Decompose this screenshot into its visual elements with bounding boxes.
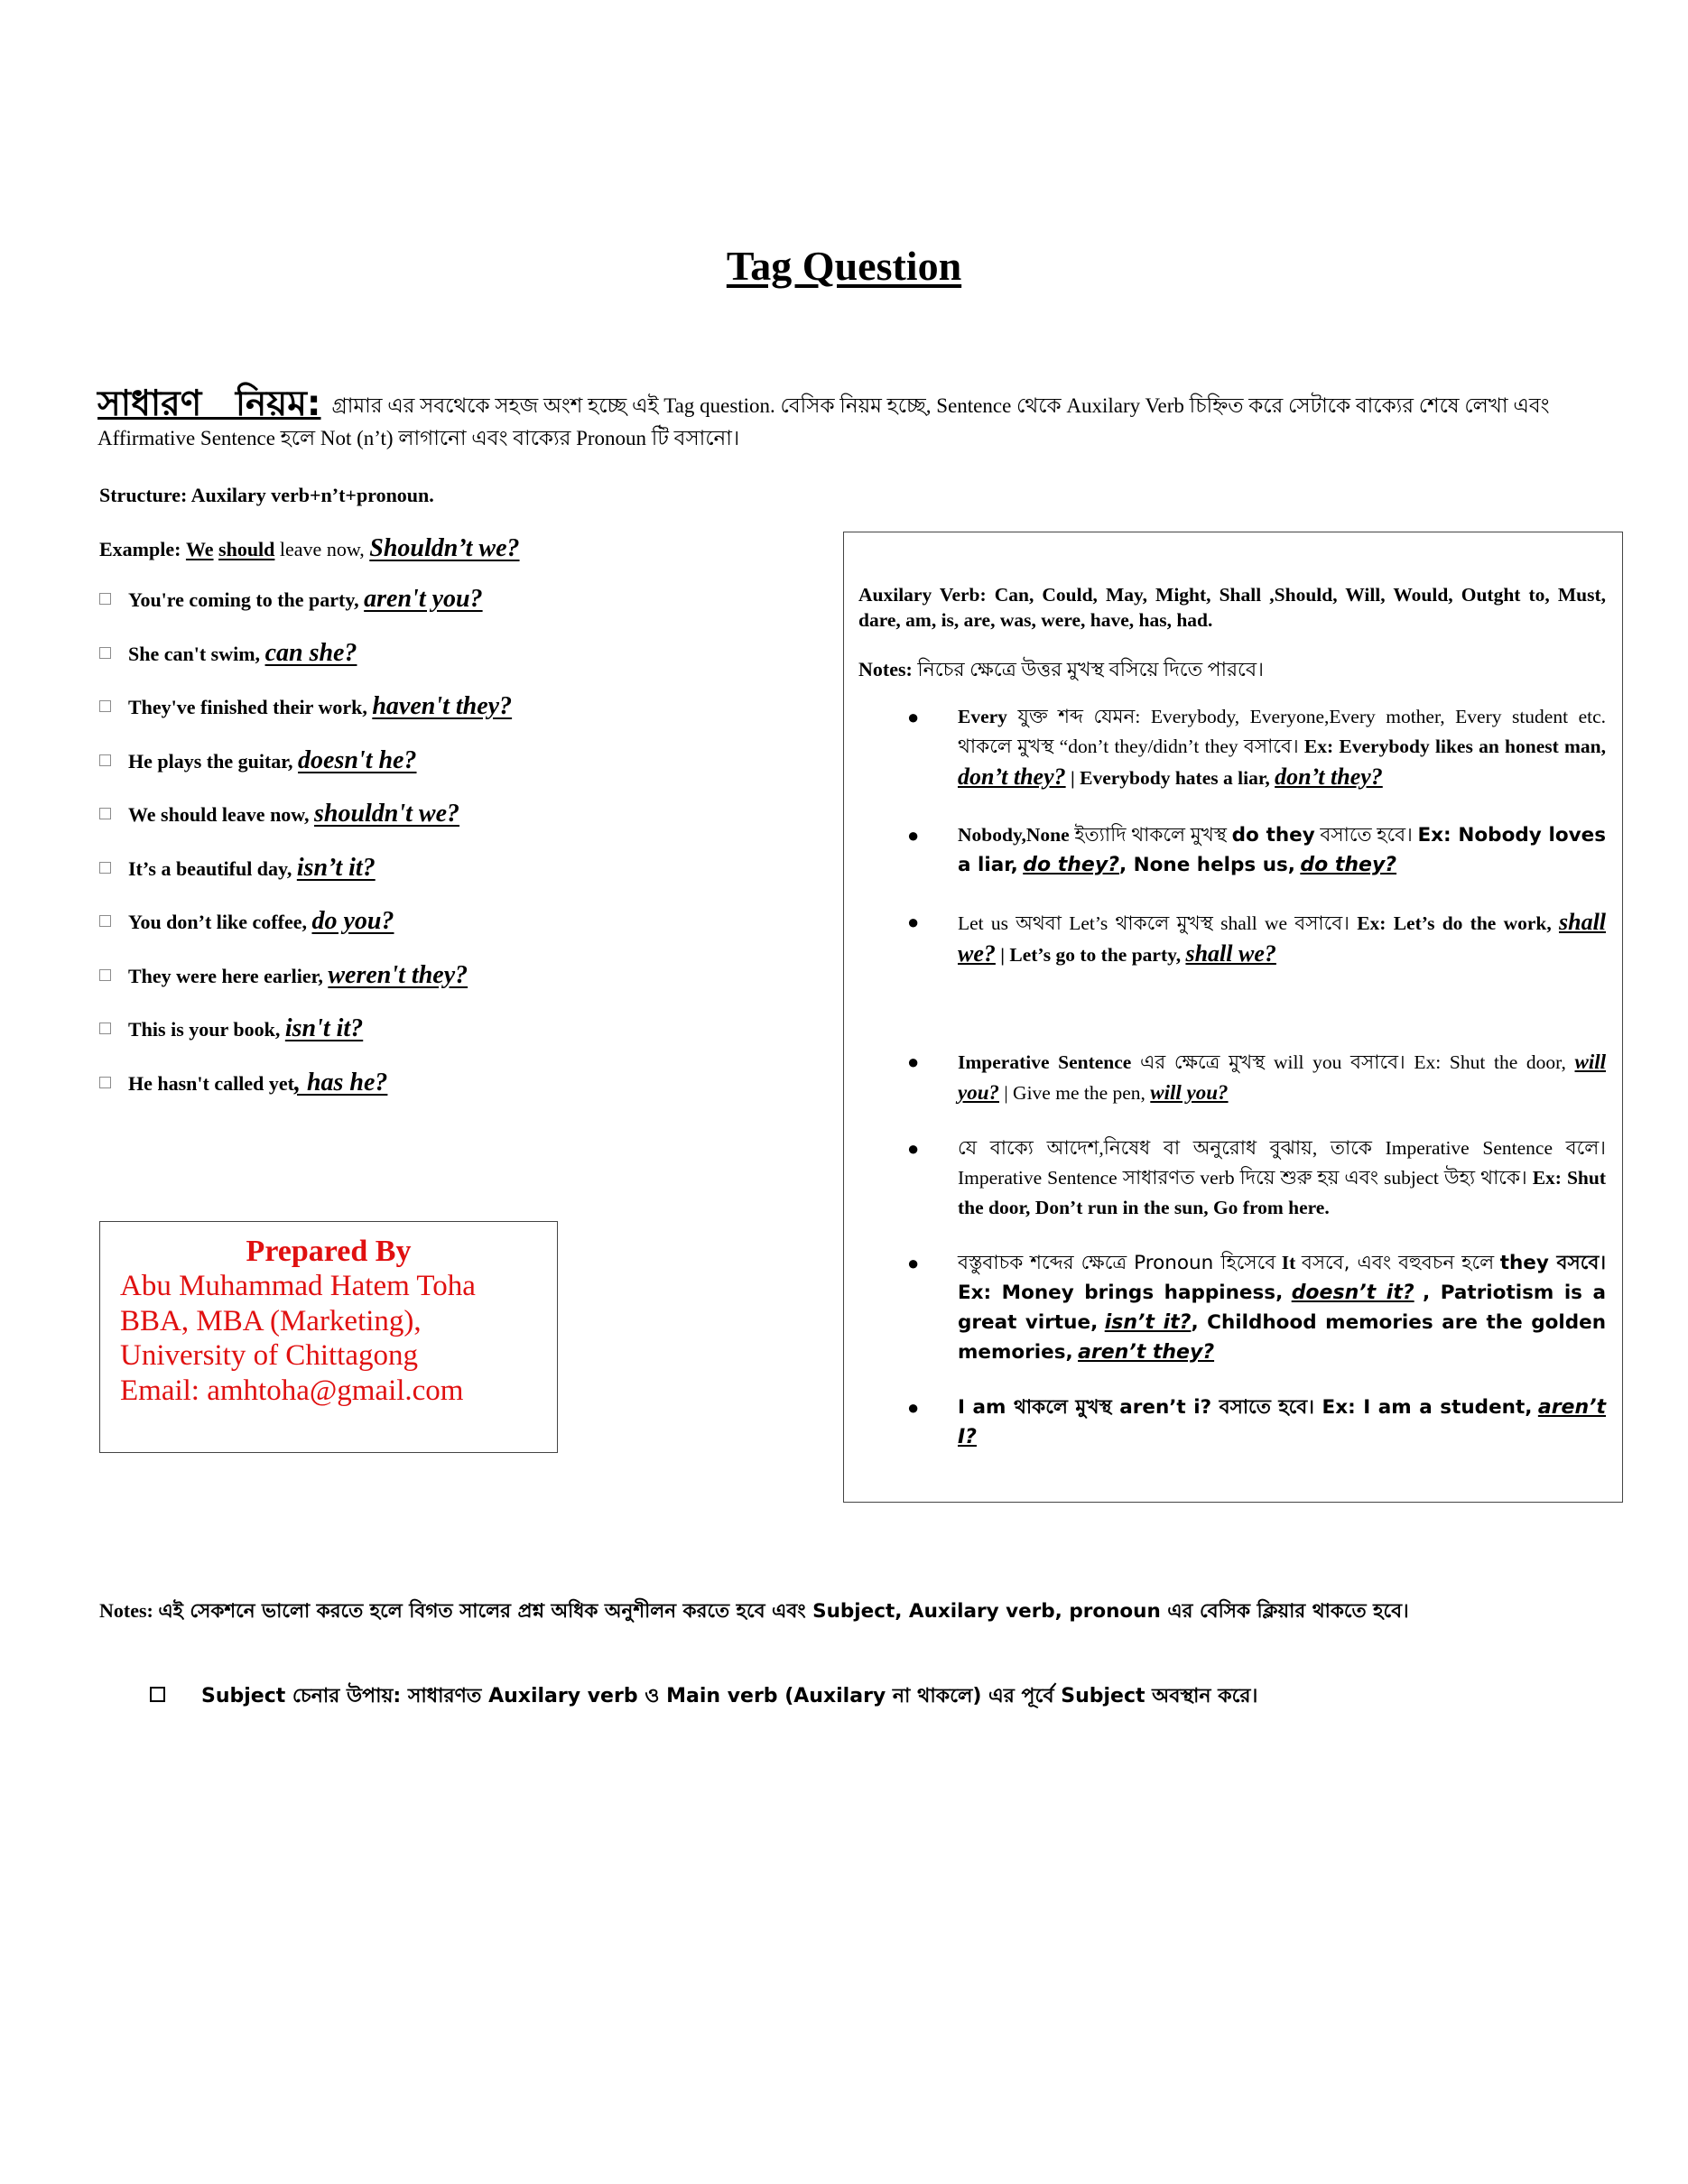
checkbox-icon [99,593,111,605]
list-item: She can't swim, can she? [99,639,512,693]
checkbox-icon [99,1023,111,1034]
list-item: ● Imperative Sentence এর ক্ষেত্রে মুখস্থ will you বসাবে। Ex: Shut the door, will you? | Give me the pen, will you? [858,1047,1606,1108]
bullet-icon: ● [907,1252,920,1274]
checkbox-icon [150,1687,165,1702]
example-tag: Shouldn’t we? [369,534,520,562]
bullet-icon: ● [907,1396,920,1419]
bottom-notes-text: এই সেকশনে ভালো করতে হলে বিগত সালের প্রশ্ন অধিক অনুশীলন করতে হবে এবং Subject, Auxilary verb, pronoun এর বেসিক ক্লিয়ার থাকতে হবে। [158,1600,1409,1623]
example-subject: We [185,538,214,560]
rules-notes: Notes: নিচের ক্ষেত্রে উত্তর মুখস্থ বসিয়ে দিতে পারবে। [858,658,1265,680]
general-rule [97,384,1600,455]
list-item: You don’t like coffee, do you? [99,907,512,961]
example-line [99,534,520,563]
list-item: He hasn't called yet, has he? [99,1069,512,1123]
checkbox-icon [99,969,111,981]
bullet-icon: ● [907,1137,920,1160]
list-item: We should leave now, shouldn't we? [99,800,512,854]
list-item: They've finished their work, haven't they? [99,692,512,746]
page-title: Tag Question [726,243,962,289]
rules-list [858,702,1606,1452]
checkbox-icon [99,862,111,874]
list-item: ● বস্তুবাচক শব্দের ক্ষেত্রে Pronoun হিসেবে It বসবে, এবং বহুবচন হলে they বসবে। Ex: Money brings happiness, doesn’t it? , Patriotism is a great virtue, isn’t it?, Childhood memories are the golden memories, aren’t they? [858,1248,1606,1367]
list-item: ● I am থাকলে মুখস্থ aren’t i? বসাতে হবে। Ex: I am a student, aren’t I? [858,1393,1606,1452]
checkbox-icon [99,754,111,766]
example-label: Example: [99,538,181,560]
list-item: ● Every যুক্ত শব্দ যেমন: Everybody, Everyone,Every mother, Every student etc. থাকলে মুখস্থ “don’t they/didn’t they বসাবে। Ex: Everybody likes an honest man, don’t they? | Everybody hates a liar, don’t they? [858,702,1606,793]
list-item: ● Nobody,None ইত্যাদি থাকলে মুখস্থ do they বসাতে হবে। Ex: Nobody loves a liar, do they?, None helps us, do they? [858,820,1606,880]
list-item: You're coming to the party, aren't you? [99,585,512,639]
list-item: ● Let us অথবা Let’s থাকলে মুখস্থ shall we বসাবে। Ex: Let’s do the work, shall we? | Let’s go to the party, shall we? [907,909,1607,967]
bullet-icon: ● [907,1050,920,1073]
prepared-by-box [99,1221,558,1453]
bullet-icon: ● [907,706,920,728]
rules-box [843,532,1623,1503]
list-item: ● যে বাক্যে আদেশ,নিষেধ বা অনুরোধ বুঝায়, তাকে Imperative Sentence বলে। Imperative Sentence সাধারণত verb দিয়ে শুরু হয় এবং subject উহ্য থাকে। Ex: Shut the door, Don’t run in the sun, Go from here. [858,1134,1606,1223]
general-rule-heading: সাধারণ নিয়ম: [97,384,321,424]
auxilary-verb-list: Auxilary Verb: Can, Could, May, Might, Shall ,Should, Will, Would, Outght to, Must, dare, am, is, are, was, were, have, has, had. [858,584,1606,631]
bottom-notes [99,1596,1598,1626]
subject-tip: Subject চেনার উপায়: সাধারণত Auxilary verb ও Main verb (Auxilary না থাকলে) এর পূর্বে Subject অবস্থান করে। [150,1680,1257,1714]
bullet-icon: ● [907,824,920,847]
author-university: University of Chittagong [120,1339,418,1372]
bottom-notes-label: Notes: [99,1599,153,1622]
example-rest: leave now, [279,538,365,560]
checkbox-icon [99,700,111,712]
checkbox-icon [99,808,111,819]
prepared-by-heading: Prepared By [246,1235,412,1268]
list-item: This is your book, isn't it? [99,1014,512,1069]
list-item: They were here earlier, weren't they? [99,961,512,1015]
structure-line: Structure: Auxilary verb+n’t+pronoun. [99,484,434,506]
example-auxilary: should [218,538,275,560]
author-name: Abu Muhammad Hatem Toha [120,1270,476,1302]
list-item: It’s a beautiful day, isn’t it? [99,854,512,908]
checkbox-icon [99,915,111,927]
author-email: Email: amhtoha@gmail.com [120,1374,464,1407]
author-degree: BBA, MBA (Marketing), [120,1304,422,1337]
example-list [99,585,512,1122]
checkbox-icon [99,647,111,659]
general-rule-text: গ্রামার এর সবথেকে সহজ অংশ হচ্ছে এই Tag question. বেসিক নিয়ম হচ্ছে, Sentence থেকে Auxilary Verb চিহ্নিত করে সেটাকে বাক্যের শেষে লেখা এবং Affirmative Sentence হলে Not (n’t) লাগানো এবং বাক্যের Pronoun টি বসানো। [97,394,1550,449]
bullet-icon: ● [907,911,920,933]
list-item: He plays the guitar, doesn't he? [99,746,512,800]
checkbox-icon [99,1077,111,1088]
